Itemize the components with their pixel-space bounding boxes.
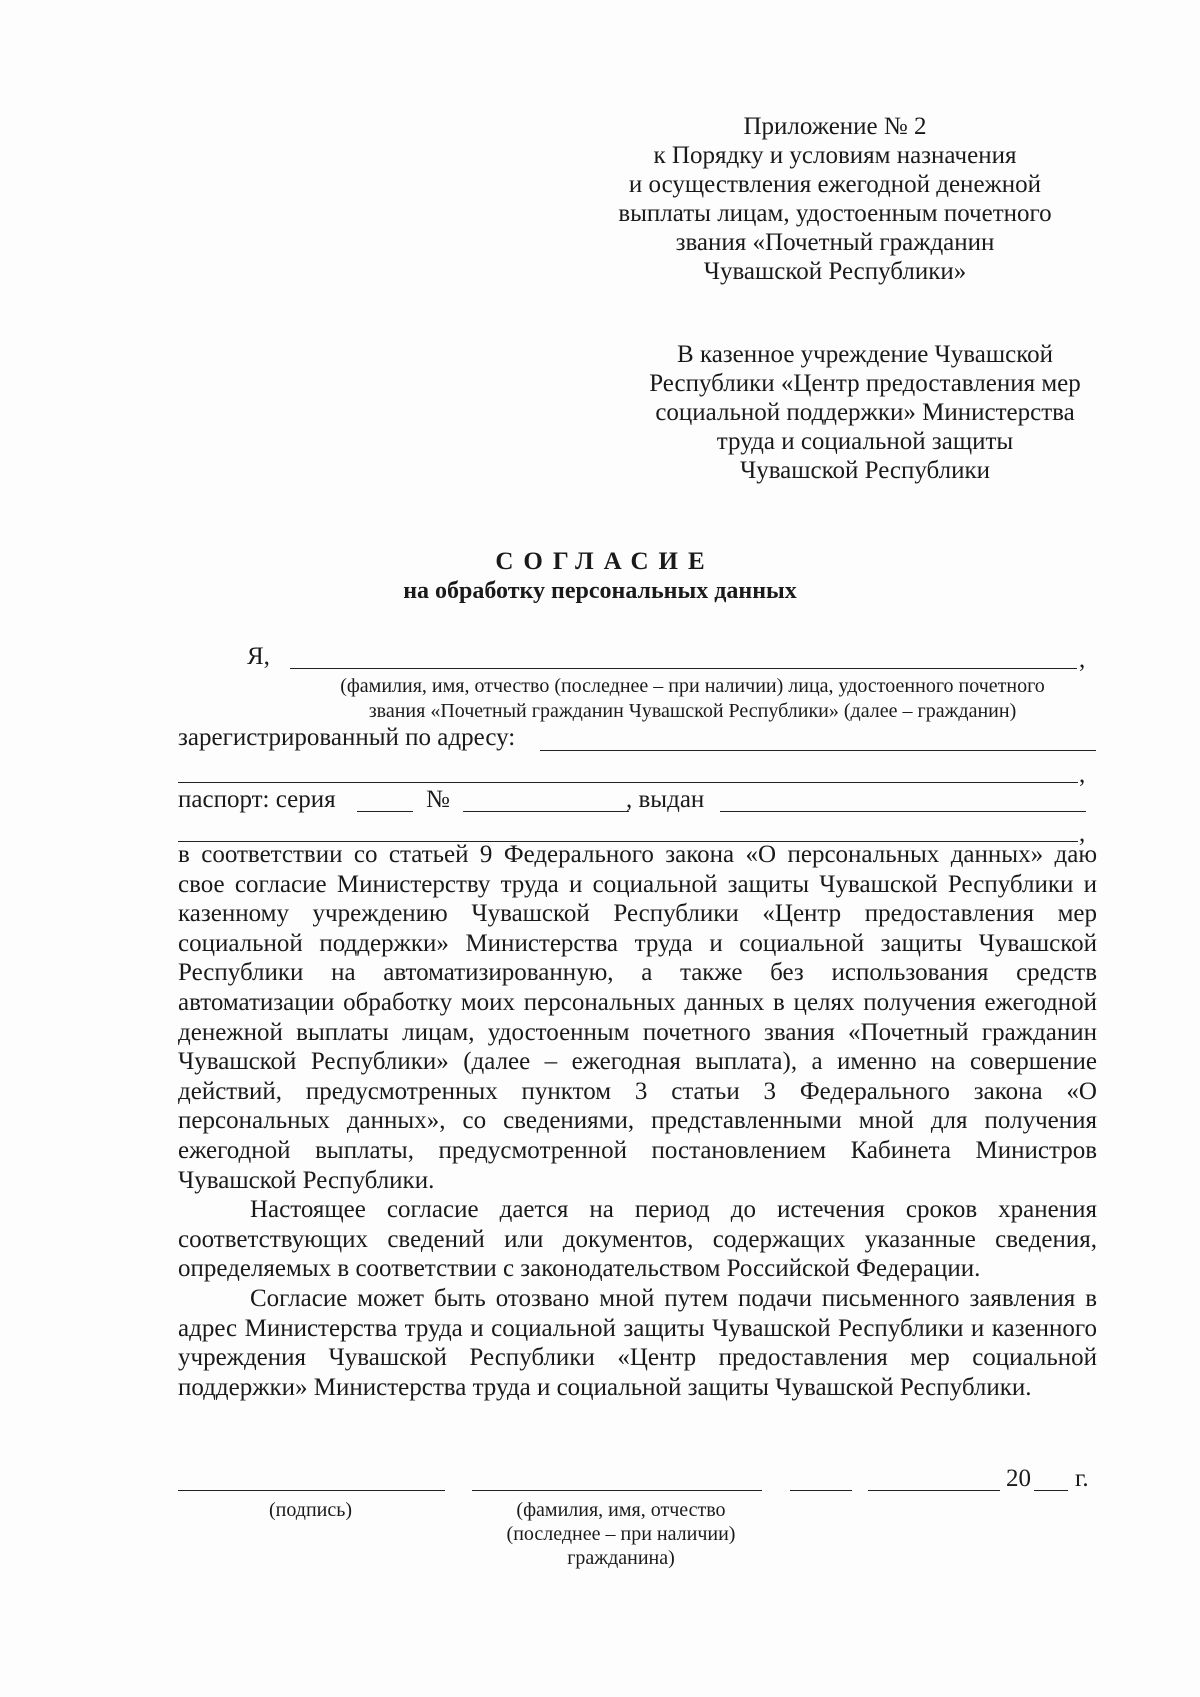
consent-paragraph: Согласие может быть отозвано мной путем подачи письменного заявления в адрес Министерства труда и социальной защиты Чувашской Республики и казенного учреждения Чувашской Республики «Центр предоставления мер социальной поддержки» Министерства труда и социальной защиты Чувашской Республики. xyxy=(178,1284,1097,1401)
appendix-header xyxy=(600,112,1070,286)
addressee-line: труда и социальной защиты xyxy=(716,428,1014,455)
comma: , xyxy=(1079,820,1086,847)
name-caption-1: (фамилия, имя, отчество (последнее – при наличии) лица, удостоенного почетного xyxy=(340,675,1045,697)
signature-caption: (подпись) xyxy=(268,1499,353,1521)
passport-number-field[interactable] xyxy=(463,811,629,812)
appendix-line: Чувашской Республики» xyxy=(703,258,967,285)
year-prefix: 20 xyxy=(1006,1465,1031,1492)
full-name-field[interactable] xyxy=(290,668,1077,669)
passport-issued-field[interactable] xyxy=(720,811,1086,812)
comma: , xyxy=(1079,761,1086,788)
passport-issued-label: , выдан xyxy=(626,786,705,813)
passport-series-field[interactable] xyxy=(357,811,413,812)
appendix-line: и осуществления ежегодной денежной xyxy=(628,171,1042,198)
year-suffix: г. xyxy=(1075,1465,1089,1492)
document-title: СОГЛАСИЕ xyxy=(495,548,715,575)
address-label: зарегистрированный по адресу: xyxy=(178,724,516,751)
date-month-field[interactable] xyxy=(868,1490,1000,1491)
signer-name-field[interactable] xyxy=(472,1490,762,1491)
appendix-line: выплаты лицам, удостоенным почетного xyxy=(618,200,1052,227)
appendix-line: к Порядку и условиям назначения xyxy=(653,142,1017,169)
addressee-line: Чувашской Республики xyxy=(739,457,991,484)
name-caption-2: звания «Почетный гражданин Чувашской Республики» (далее – гражданин) xyxy=(368,700,1017,722)
appendix-line: Приложение № 2 xyxy=(743,113,927,140)
consent-paragraph: Настоящее согласие дается на период до истечения сроков хранения соответствующих сведений или документов, содержащих указанные сведения, определяемых в соответствии с законодательством Российской Федерации. xyxy=(178,1196,1097,1283)
consent-paragraph: в соответствии со статьей 9 Федерального закона «О персональных данных» даю свое согласие Министерству труда и социальной защиты Чувашской Республики и казенному учреждению Чувашской Республики «Центр предоставления мер социальной поддержки» Министерства труда и социальной защиты Чувашской Республики на автоматизированную, а также без использования средств автоматизации обработку моих персональных данных в целях получения ежегодной денежной выплаты лицам, удостоенным почетного звания «Почетный гражданин Чувашской Республики» (далее – ежегодная выплата), а именно на совершение действий, предусмотренных пунктом 3 статьи 3 Федерального закона «О персональных данных», со сведениями, представленными мной для получения ежегодной выплаты, предусмотренной постановлением Кабинета Министров Чувашской Республики. xyxy=(178,841,1097,1194)
document-subtitle: на обработку персональных данных xyxy=(403,578,797,604)
addressee-line: В казенное учреждение Чувашской xyxy=(677,341,1053,368)
year-field[interactable] xyxy=(1034,1490,1068,1491)
comma: , xyxy=(1079,646,1086,673)
appendix-line: звания «Почетный гражданин xyxy=(675,229,995,256)
addressee-line: социальной поддержки» Министерства xyxy=(655,399,1075,426)
addressee-block xyxy=(615,340,1115,485)
consent-body xyxy=(178,840,1097,1402)
address-field[interactable] xyxy=(540,750,1096,751)
passport-number-label: № xyxy=(426,786,450,813)
signer-name-caption: (фамилия, имя, отчество (последнее – при наличии) гражданина) xyxy=(506,1499,736,1569)
i-label: Я, xyxy=(247,643,270,670)
addressee-line: Республики «Центр предоставления мер xyxy=(649,370,1081,397)
address-field-line-2[interactable] xyxy=(178,782,1078,783)
date-day-field[interactable] xyxy=(790,1490,852,1491)
passport-label: паспорт: серия xyxy=(178,786,336,813)
signature-field[interactable] xyxy=(178,1490,445,1491)
